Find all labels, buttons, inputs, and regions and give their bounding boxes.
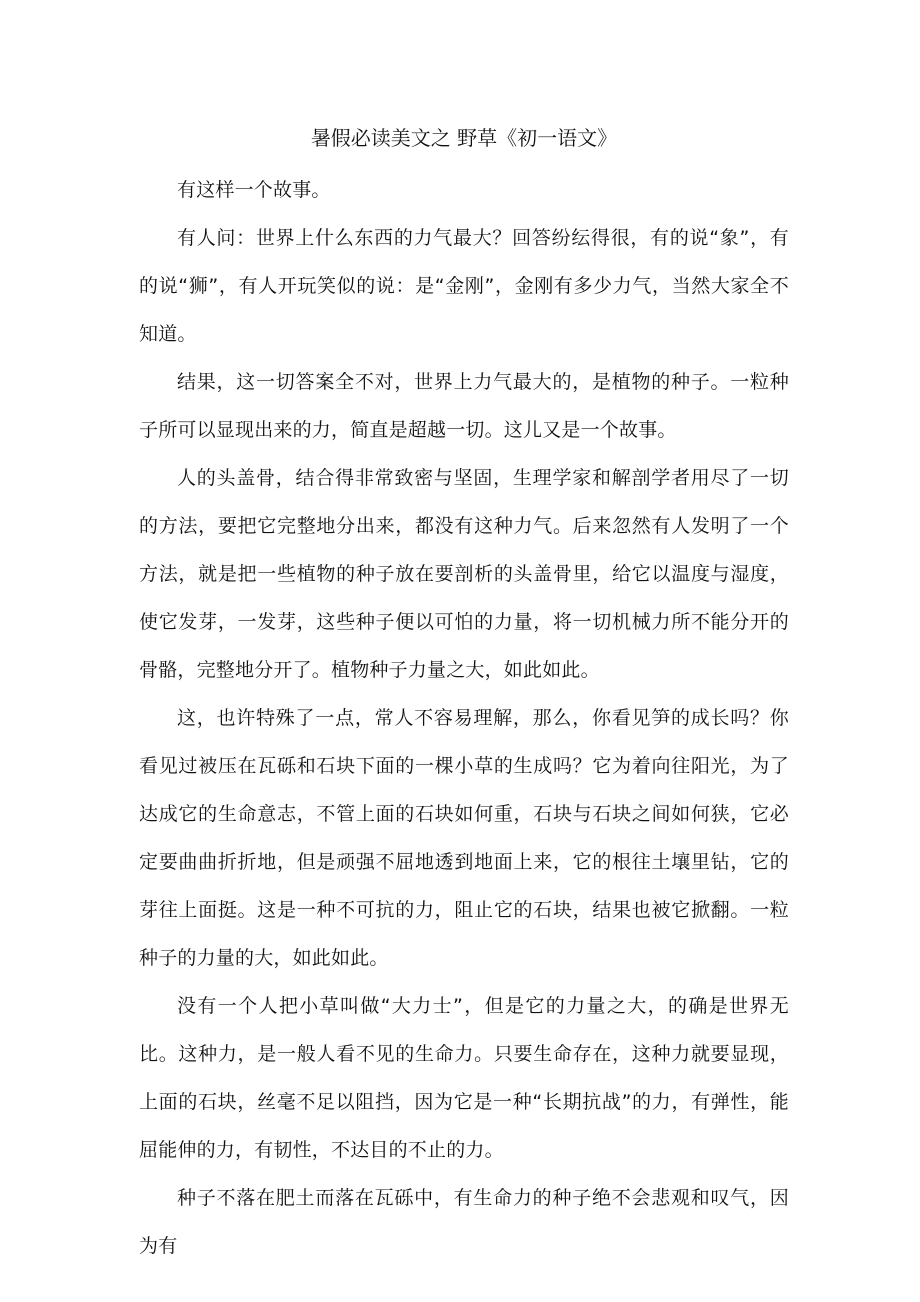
paragraph-5: 这，也许特殊了一点，常人不容易理解，那么，你看见笋的成长吗？你看见过被压在瓦砾和石块下面的一棵小草的生成吗？它为着向往阳光，为了达成它的生命意志，不管上面的石块如何重，石块与石块之间如何狭，它必定要曲曲折折地，但是顽强不屈地透到地面上来，它的根往土壤里钻，它的芽往上面挺。这是一种不可抗的力，阻止它的石块，结果也被它掀翻。一粒种子的力量的大，如此如此。 <box>139 707 789 969</box>
paragraph-3: 结果，这一切答案全不对，世界上力气最大的，是植物的种子。一粒种子所可以显现出来的力，简直是超越一切。这儿又是一个故事。 <box>139 371 789 441</box>
paragraph-1: 有这样一个故事。 <box>177 179 331 201</box>
document-page <box>139 118 789 1270</box>
paragraph-6: 没有一个人把小草叫做“大力士”，但是它的力量之大，的确是世界无比。这种力，是一般人看不见的生命力。只要生命存在，这种力就要显现，上面的石块，丝毫不足以阻挡，因为它是一种“长期抗战”的力，有弹性，能屈能伸的力，有韧性，不达目的不止的力。 <box>139 995 789 1161</box>
paragraph-2: 有人问：世界上什么东西的力气最大？回答纷纭得很，有的说“象”，有的说“狮”，有人开玩笑似的说：是“金刚”，金刚有多少力气，当然大家全不知道。 <box>139 227 789 345</box>
paragraph-7: 种子不落在肥土而落在瓦砾中，有生命力的种子绝不会悲观和叹气，因为有 <box>139 1187 789 1257</box>
document-title: 暑假必读美文之 野草《初一语文》 <box>310 126 618 150</box>
paragraph-4: 人的头盖骨，结合得非常致密与坚固，生理学家和解剖学者用尽了一切的方法，要把它完整地分出来，都没有这种力气。后来忽然有人发明了一个方法，就是把一些植物的种子放在要剖析的头盖骨里，给它以温度与湿度，使它发芽，一发芽，这些种子便以可怕的力量，将一切机械力所不能分开的骨骼，完整地分开了。植物种子力量之大，如此如此。 <box>139 467 789 681</box>
